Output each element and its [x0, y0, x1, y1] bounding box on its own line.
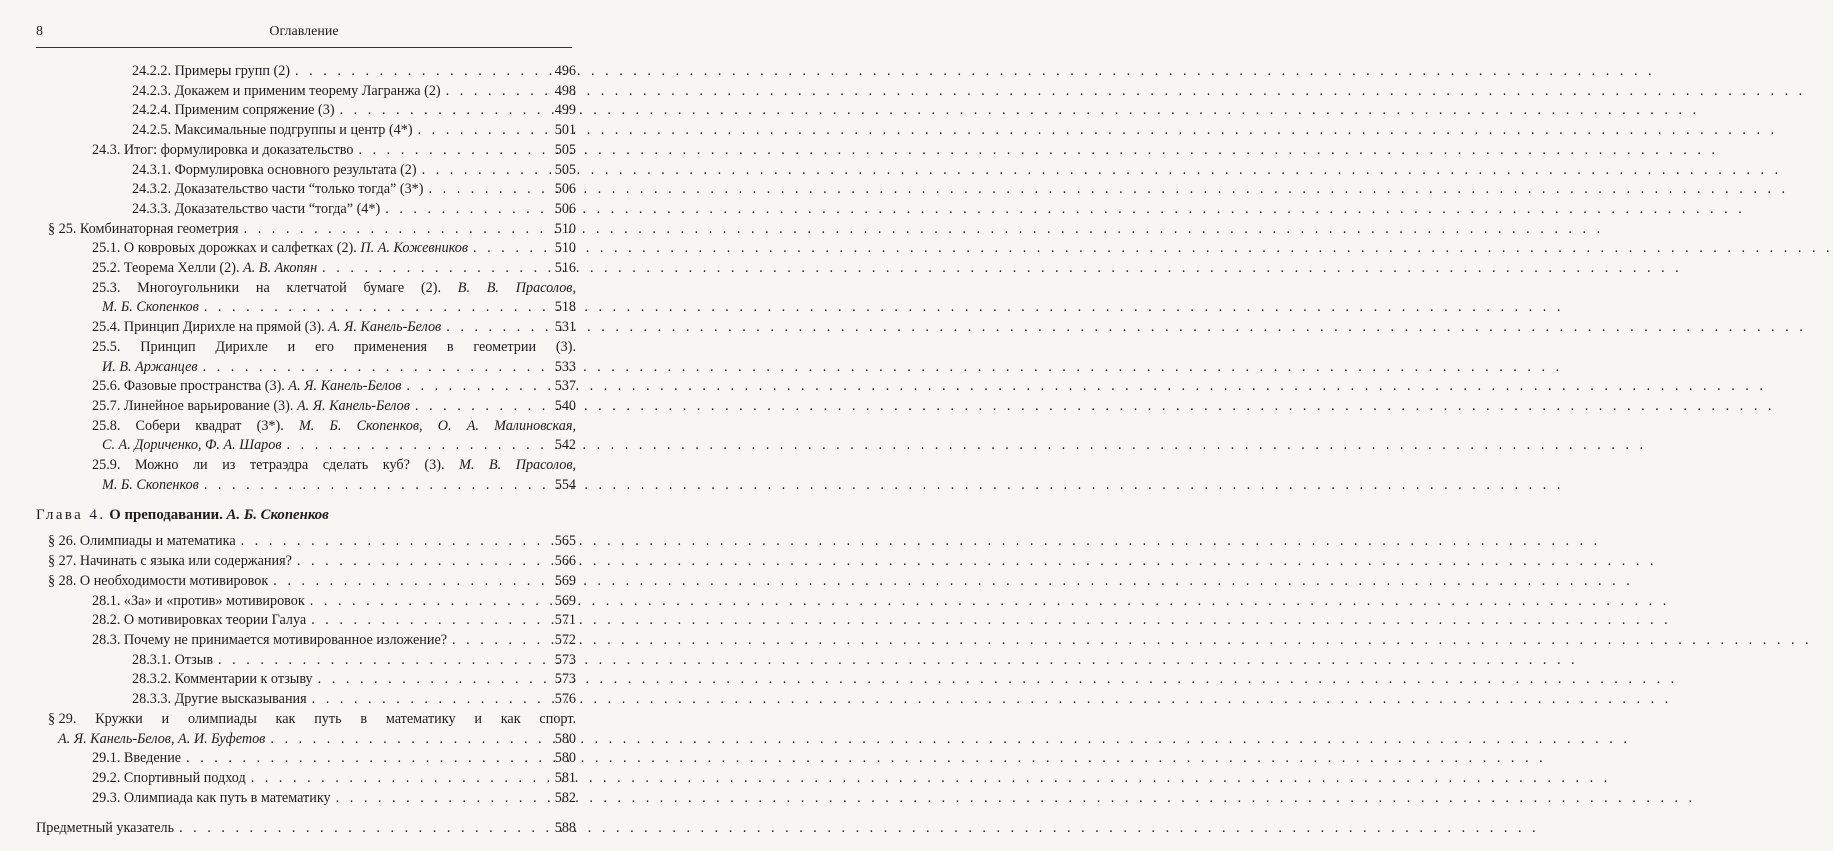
dot-leader	[236, 532, 554, 552]
entry-number: 24.3.1.	[132, 161, 172, 178]
entry-title: Доказательство части “тогда” (4*)	[174, 200, 381, 217]
page-ref: 537	[554, 378, 576, 395]
page-ref: 506	[554, 181, 576, 198]
entry-author: П. А. Кожевников	[360, 240, 469, 257]
toc-entry[interactable]	[36, 789, 576, 809]
entry-title: Максимальные подгруппы и центр (4*)	[174, 122, 413, 139]
entry-author: И. В. Аржанцев	[102, 358, 198, 375]
entry-title: Введение	[123, 750, 182, 767]
page-ref: 566	[554, 553, 576, 570]
page-ref: 542	[554, 437, 576, 454]
dot-leader	[424, 180, 555, 200]
toc-entry[interactable]	[36, 200, 576, 220]
page-ref: 569	[554, 572, 576, 589]
page-ref: 506	[554, 200, 576, 217]
page-ref: 496	[554, 63, 576, 79]
entry-number: 25.9.	[92, 457, 121, 474]
entry-number: 28.3.3.	[132, 691, 172, 708]
chapter-author: А. Б. Скопенков	[226, 507, 329, 524]
toc-entry[interactable]	[36, 141, 576, 161]
toc-entry[interactable]	[36, 532, 576, 552]
dot-leader	[413, 121, 554, 141]
entry-number: 28.3.	[92, 631, 121, 648]
entry-text	[92, 259, 317, 279]
entry-number: 25.4.	[92, 319, 121, 336]
toc-entry[interactable]	[36, 318, 576, 338]
entry-text	[92, 141, 353, 161]
entry-title: Доказательство части “только тогда” (3*)	[174, 181, 424, 198]
entry-title: «За» и «против» мотивировок	[123, 592, 305, 609]
entry-title: Формулировка основного результата (2)	[174, 161, 417, 178]
entry-title: Олимпиады и математика	[79, 533, 236, 550]
dot-leader	[313, 670, 554, 690]
entry-text	[132, 670, 313, 690]
entry-number: § 26.	[48, 533, 77, 550]
entry-author: В. В. Прасолов,	[457, 279, 576, 296]
chapter-name: О преподавании.	[109, 507, 223, 524]
entry-title: Принцип Дирихле и его применения в геометрии (3).	[140, 338, 576, 355]
entry-title: Другие высказывания	[174, 691, 307, 708]
toc-entry[interactable]	[36, 397, 576, 417]
entry-number: 25.2.	[92, 260, 121, 277]
entry-number: 24.2.3.	[132, 82, 172, 99]
entry-text	[92, 611, 306, 631]
entry-number: § 29.	[48, 710, 77, 727]
entry-text	[132, 82, 441, 102]
page-ref: 569	[554, 592, 576, 609]
page-ref: 573	[554, 651, 576, 668]
page-ref: 588	[554, 820, 576, 837]
entry-number: 29.1.	[92, 750, 121, 767]
toc-entry[interactable]	[36, 220, 576, 240]
entry-title: О ковровых дорожках и салфетках (2).	[123, 240, 357, 257]
toc-entry[interactable]	[36, 417, 576, 437]
entry-title: Предметный указатель	[36, 820, 175, 837]
entry-text	[92, 769, 246, 789]
entry-text	[132, 651, 213, 671]
entry-number: 28.3.1.	[132, 651, 172, 668]
entry-title: Применим сопряжение (3)	[174, 102, 335, 119]
toc-entry[interactable]	[36, 651, 576, 671]
entry-number: 29.3.	[92, 789, 121, 806]
toc-entry[interactable]	[36, 670, 576, 690]
dot-leader	[441, 318, 554, 338]
dot-leader	[317, 259, 554, 279]
dot-leader	[380, 200, 554, 220]
entry-text	[132, 180, 424, 200]
entry-author: М. Б. Скопенков	[102, 299, 199, 316]
entry-author: С. А. Дориченко, Ф. А. Шаров	[102, 437, 282, 454]
entry-number: 25.1.	[92, 240, 121, 257]
entry-title: Начинать с языка или содержания?	[79, 553, 292, 570]
page-ref: 531	[554, 319, 576, 336]
entry-title: Можно ли из тетраэдра сделать куб? (3).	[134, 457, 445, 474]
page-ref: 505	[554, 161, 576, 178]
toc-entry[interactable]	[36, 631, 576, 651]
toc-entry-continuation[interactable]	[36, 298, 576, 318]
entry-number: 25.8.	[92, 417, 121, 434]
dot-leader	[401, 377, 554, 397]
entry-title: Комбинаторная геометрия	[79, 220, 239, 237]
entry-text	[132, 200, 380, 220]
header-rule	[36, 47, 572, 48]
entry-text	[102, 476, 199, 496]
toc-entry[interactable]	[36, 239, 576, 259]
entry-text	[92, 592, 305, 612]
entry-author: А. Я. Канель-Белов	[328, 319, 442, 336]
toc-entry[interactable]	[36, 180, 576, 200]
page-ref: 554	[554, 476, 576, 493]
toc-entry[interactable]	[36, 572, 576, 592]
toc-entry[interactable]	[36, 101, 576, 121]
entry-title: Примеры групп (2)	[174, 63, 291, 79]
page-ref: 510	[554, 240, 576, 257]
entry-text	[48, 552, 292, 572]
entry-text	[92, 749, 181, 769]
page-ref: 516	[554, 260, 576, 277]
entry-number: 25.6.	[92, 378, 121, 395]
entry-number: 28.1.	[92, 592, 121, 609]
dot-leader	[246, 769, 554, 789]
toc-entry-continuation[interactable]	[36, 358, 576, 378]
chapter-heading[interactable]	[36, 505, 576, 526]
dot-leader	[417, 161, 554, 181]
page-ref: 533	[554, 358, 576, 375]
toc-page	[0, 0, 608, 851]
dot-leader	[199, 298, 554, 318]
toc-entry[interactable]	[36, 259, 576, 279]
entry-number: 24.3.2.	[132, 181, 172, 198]
dot-leader	[306, 611, 554, 631]
entry-text	[92, 279, 576, 299]
entry-number: 24.2.4.	[132, 102, 172, 119]
page-ref: 581	[554, 769, 576, 786]
entry-text	[132, 161, 417, 181]
entry-text	[36, 819, 174, 839]
dot-leader	[468, 239, 554, 259]
entry-number: 28.3.2.	[132, 671, 172, 688]
dot-leader	[307, 690, 554, 710]
dot-leader	[441, 82, 554, 102]
toc-entry[interactable]	[36, 749, 576, 769]
entry-title: Фазовые пространства (3).	[123, 378, 285, 395]
toc-entry[interactable]	[36, 769, 576, 789]
dot-leader	[410, 397, 554, 417]
dot-leader	[198, 358, 554, 378]
entry-number: 24.3.3.	[132, 200, 172, 217]
toc-entry[interactable]	[36, 82, 576, 102]
spacer	[36, 495, 576, 505]
page-ref: 573	[554, 671, 576, 688]
entry-author: М. Б. Скопенков, О. А. Малиновская,	[298, 417, 576, 434]
entry-text	[92, 631, 447, 651]
entry-title: Собери квадрат (3*).	[135, 417, 284, 434]
toc-entry[interactable]	[36, 456, 576, 476]
page-ref: 580	[554, 750, 576, 767]
entry-title: Принцип Дирихле на прямой (3).	[123, 319, 325, 336]
entry-author: М. В. Прасолов,	[459, 457, 577, 474]
entry-author: А. Я. Канель-Белов	[296, 397, 410, 414]
page-ref: 580	[554, 730, 576, 747]
entry-text	[92, 377, 401, 397]
dot-leader	[305, 592, 554, 612]
entry-author: А. Я. Канель-Белов	[288, 378, 402, 395]
toc-entry[interactable]	[36, 62, 576, 82]
entry-text	[48, 572, 268, 592]
toc-entry[interactable]	[36, 338, 576, 358]
dot-leader	[213, 651, 554, 671]
page-ref: 518	[554, 299, 576, 316]
toc-entry[interactable]	[36, 592, 576, 612]
toc-entry-continuation[interactable]	[36, 476, 576, 496]
page-number: 8	[36, 24, 43, 39]
dot-leader	[268, 572, 554, 592]
entry-text	[102, 358, 198, 378]
entry-title: Почему не принимается мотивированное изложение?	[123, 631, 448, 648]
entry-title: Спортивный подход	[123, 769, 246, 786]
entry-title: Линейное варьирование (3).	[123, 397, 294, 414]
entry-author: А. Я. Канель-Белов, А. И. Буфетов	[58, 730, 266, 747]
entry-number: 25.3.	[92, 279, 121, 296]
toc-entry[interactable]	[36, 710, 576, 730]
dot-leader	[335, 101, 554, 121]
dot-leader	[199, 476, 554, 496]
chapter-label: Глава 4.	[36, 507, 106, 524]
entry-text	[102, 436, 282, 456]
page-ref: 499	[554, 102, 576, 119]
entry-number: § 27.	[48, 553, 77, 570]
dot-leader	[292, 552, 554, 572]
entry-number: 24.3.	[92, 141, 121, 158]
toc-entry[interactable]	[36, 377, 576, 397]
entry-title: Многоугольники на клетчатой бумаге (2).	[137, 279, 442, 296]
chapter-title	[36, 505, 329, 526]
page-ref: 582	[554, 789, 576, 806]
entry-text	[48, 532, 236, 552]
entry-title: Докажем и применим теорему Лагранжа (2)	[174, 82, 441, 99]
dot-leader	[265, 730, 554, 750]
entry-text	[132, 101, 335, 121]
page-ref: 572	[554, 631, 576, 648]
dot-leader	[239, 220, 554, 240]
table-of-contents	[36, 62, 576, 839]
entry-text	[92, 417, 576, 437]
dot-leader	[353, 141, 554, 161]
entry-number: § 25.	[48, 220, 77, 237]
entry-text	[92, 456, 576, 476]
entry-text	[48, 220, 239, 240]
toc-entry-continuation[interactable]	[36, 436, 576, 456]
page-ref: 498	[554, 82, 576, 99]
entry-text	[92, 397, 410, 417]
entry-text	[48, 710, 576, 730]
dot-leader	[174, 819, 554, 839]
entry-text	[58, 730, 265, 750]
entry-number: 25.5.	[92, 338, 121, 355]
dot-leader	[282, 436, 554, 456]
page-header	[36, 24, 572, 44]
entry-number: § 28.	[48, 572, 77, 589]
entry-title: Кружки и олимпиады как путь в математику и как спорт.	[95, 710, 576, 727]
page-ref: 571	[554, 612, 576, 629]
page-ref: 576	[554, 691, 576, 708]
dot-leader	[447, 631, 554, 651]
entry-number: 28.2.	[92, 612, 121, 629]
entry-number: 24.2.5.	[132, 122, 172, 139]
entry-title: О необходимости мотивировок	[79, 572, 269, 589]
entry-author: М. Б. Скопенков	[102, 476, 199, 493]
entry-title: Итог: формулировка и доказательство	[123, 141, 354, 158]
entry-author: А. В. Акопян	[243, 260, 318, 277]
entry-text	[102, 298, 199, 318]
page-ref: 540	[554, 397, 576, 414]
toc-entry[interactable]	[36, 121, 576, 141]
entry-title: Комментарии к отзыву	[174, 671, 313, 688]
dot-leader	[290, 62, 554, 82]
entry-text	[92, 789, 331, 809]
entry-text	[132, 121, 413, 141]
toc-entry[interactable]	[36, 690, 576, 710]
entry-text	[132, 62, 290, 82]
entry-title: Теорема Хелли (2).	[123, 260, 240, 277]
running-title: Оглавление	[269, 24, 339, 39]
toc-entry-index[interactable]	[36, 819, 576, 839]
entry-text	[132, 690, 307, 710]
page-ref: 565	[554, 533, 576, 550]
page-ref: 501	[554, 122, 576, 139]
entry-title: О мотивировках теории Галуа	[123, 612, 307, 629]
toc-entry[interactable]	[36, 611, 576, 631]
toc-entry[interactable]	[36, 552, 576, 572]
dot-leader	[331, 789, 554, 809]
entry-text	[92, 318, 441, 338]
entry-number: 24.2.2.	[132, 63, 172, 79]
entry-number: 25.7.	[92, 397, 121, 414]
toc-entry[interactable]	[36, 279, 576, 299]
entry-number: 29.2.	[92, 769, 121, 786]
spacer	[36, 808, 576, 819]
toc-entry[interactable]	[36, 161, 576, 181]
toc-entry-continuation[interactable]	[36, 730, 576, 750]
page-ref: 505	[554, 141, 576, 158]
entry-text	[92, 239, 468, 259]
entry-title: Отзыв	[174, 651, 214, 668]
entry-title: Олимпиада как путь в математику	[123, 789, 331, 806]
page-ref: 510	[554, 220, 576, 237]
entry-text	[92, 338, 576, 358]
dot-leader	[181, 749, 554, 769]
